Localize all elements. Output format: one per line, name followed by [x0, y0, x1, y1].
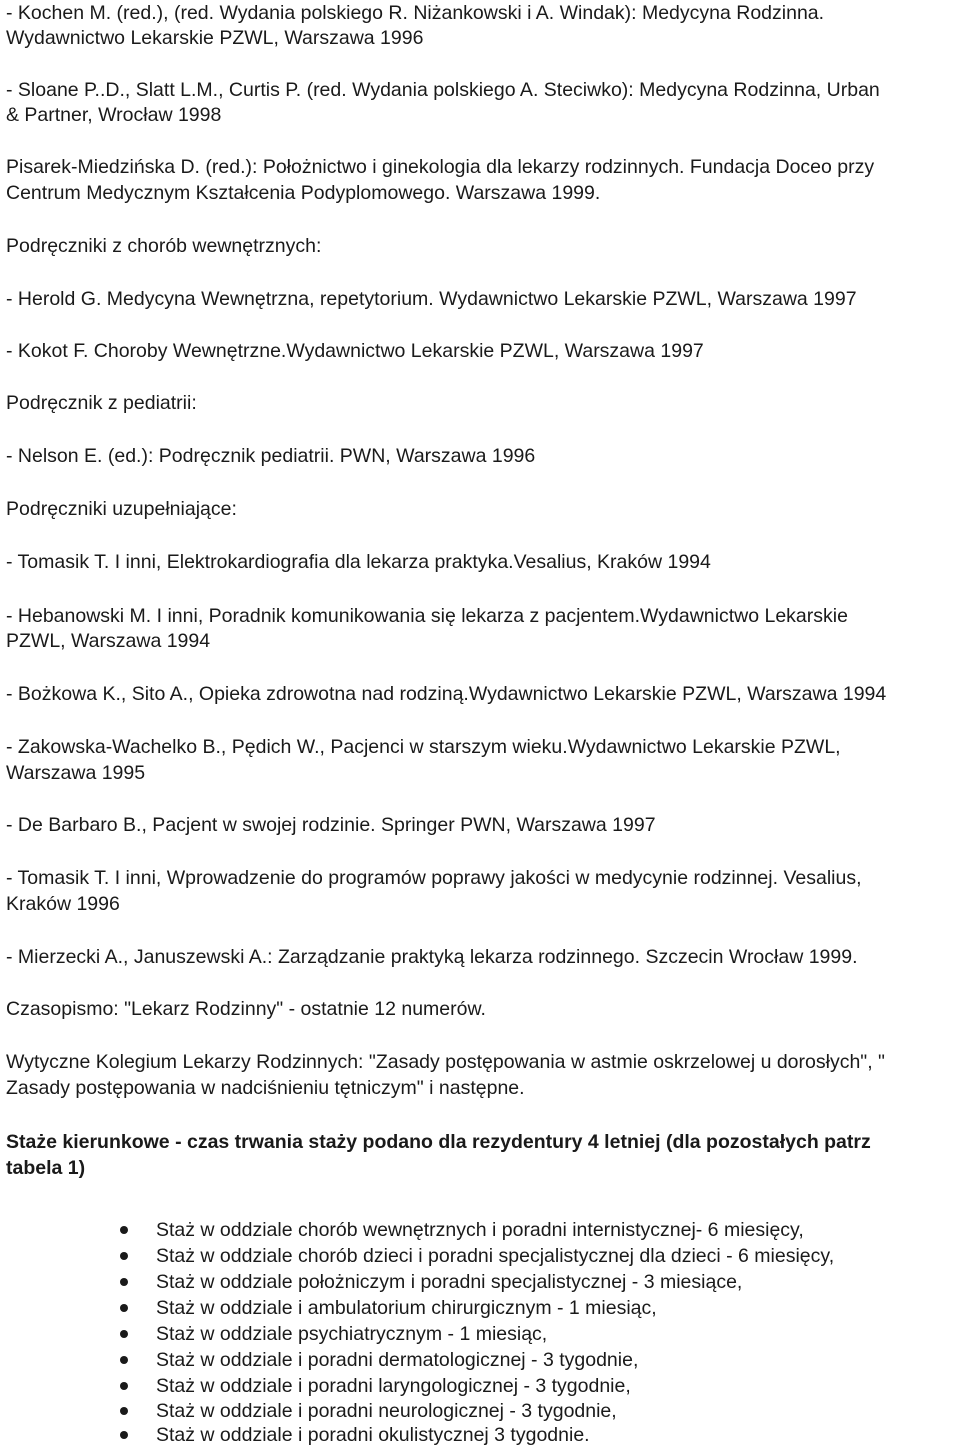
section-supplementary: Podręczniki uzupełniające: — [6, 498, 237, 520]
reference-hebanowski-line-2: PZWL, Warszawa 1994 — [6, 630, 211, 652]
reference-tomasik-quality-2: Kraków 1996 — [6, 893, 120, 915]
reference-zakowska-line-1: - Zakowska-Wachelko B., Pędich W., Pacjenci w starszym wieku.Wydawnictwo Lekarskie PZWL, — [6, 736, 841, 758]
section-internal-medicine: Podręczniki z chorób wewnętrznych: — [6, 235, 322, 257]
reference-kokot: - Kokot F. Choroby Wewnętrzne.Wydawnictwo Lekarskie PZWL, Warszawa 1997 — [6, 340, 704, 362]
journal-note: Czasopismo: "Lekarz Rodzinny" - ostatnie 12 numerów. — [6, 998, 486, 1020]
reference-bozkowa: - Bożkowa K., Sito A., Opieka zdrowotna nad rodziną.Wydawnictwo Lekarskie PZWL, Warszawa 1994 — [6, 683, 887, 705]
reference-kochen-line-1: - Kochen M. (red.), (red. Wydania polskiego R. Niżankowski i A. Windak): Medycyna Rodzinna. — [6, 2, 825, 24]
section-pediatrics: Podręcznik z pediatrii: — [6, 392, 197, 414]
list-item-text: Staż w oddziale psychiatrycznym - 1 miesiąc, — [156, 1323, 548, 1345]
guidelines-line-2: Zasady postępowania w nadciśnieniu tętniczym" i następne. — [6, 1077, 525, 1099]
reference-zakowska-line-2: Warszawa 1995 — [6, 762, 146, 784]
list-item-text: Staż w oddziale położniczym i poradni specjalistycznej - 3 miesiące, — [156, 1271, 743, 1293]
bullet-icon — [120, 1304, 128, 1312]
guidelines-line-1: Wytyczne Kolegium Lekarzy Rodzinnych: "Zasady postępowania w astmie oskrzelowej u dorosłych", " — [6, 1051, 885, 1073]
list-item-text: Staż w oddziale i poradni laryngologicznej - 3 tygodnie, — [156, 1375, 631, 1397]
internships-heading-line-2: tabela 1) — [6, 1157, 86, 1179]
reference-de-barbaro: - De Barbaro B., Pacjent w swojej rodzinie. Springer PWN, Warszawa 1997 — [6, 814, 656, 836]
list-item-text: Staż w oddziale i poradni dermatologicznej - 3 tygodnie, — [156, 1349, 639, 1371]
reference-mierzecki: - Mierzecki A., Januszewski A.: Zarządzanie praktyką lekarza rodzinnego. Szczecin Wrocław 1999. — [6, 946, 858, 968]
reference-pisarek-line-1: Pisarek-Miedzińska D. (red.): Położnictwo i ginekologia dla lekarzy rodzinnych. Fundacja Doceo przy — [6, 156, 875, 178]
list-item-text: Staż w oddziale chorób wewnętrznych i poradni internistycznej- 6 miesięcy, — [156, 1219, 804, 1241]
bullet-icon — [120, 1356, 128, 1364]
reference-tomasik-quality-1: - Tomasik T. I inni, Wprowadzenie do programów poprawy jakości w medycynie rodzinnej. Vesalius, — [6, 867, 862, 889]
internships-heading-line-1: Staże kierunkowe - czas trwania staży podano dla rezydentury 4 letniej (dla pozostałych patrz — [6, 1131, 871, 1153]
reference-sloane-line-2: & Partner, Wrocław 1998 — [6, 104, 222, 126]
reference-hebanowski-line-1: - Hebanowski M. I inni, Poradnik komunikowania się lekarza z pacjentem.Wydawnictwo Lekarskie — [6, 605, 848, 627]
bullet-icon — [120, 1226, 128, 1234]
list-item-text: Staż w oddziale i poradni okulistycznej 3 tygodnie. — [156, 1424, 590, 1446]
reference-tomasik-ekg: - Tomasik T. I inni, Elektrokardiografia dla lekarza praktyka.Vesalius, Kraków 1994 — [6, 551, 711, 573]
reference-nelson: - Nelson E. (ed.): Podręcznik pediatrii. PWN, Warszawa 1996 — [6, 445, 536, 467]
reference-herold: - Herold G. Medycyna Wewnętrzna, repetytorium. Wydawnictwo Lekarskie PZWL, Warszawa 1997 — [6, 288, 857, 310]
bullet-icon — [120, 1278, 128, 1286]
reference-pisarek-line-2: Centrum Medycznym Kształcenia Podyplomowego. Warszawa 1999. — [6, 182, 601, 204]
list-item-text: Staż w oddziale i poradni neurologicznej - 3 tygodnie, — [156, 1400, 617, 1422]
bullet-icon — [120, 1382, 128, 1390]
bullet-icon — [120, 1330, 128, 1338]
reference-sloane-line-1: - Sloane P..D., Slatt L.M., Curtis P. (red. Wydania polskiego A. Steciwko): Medycyna Rodzinna, Urban — [6, 79, 880, 101]
list-item-text: Staż w oddziale i ambulatorium chirurgicznym - 1 miesiąc, — [156, 1297, 657, 1319]
bullet-icon — [120, 1431, 128, 1439]
list-item-text: Staż w oddziale chorób dzieci i poradni specjalistycznej dla dzieci - 6 miesięcy, — [156, 1245, 835, 1267]
bullet-icon — [120, 1407, 128, 1415]
bullet-icon — [120, 1252, 128, 1260]
reference-kochen-line-2: Wydawnictwo Lekarskie PZWL, Warszawa 1996 — [6, 27, 424, 49]
